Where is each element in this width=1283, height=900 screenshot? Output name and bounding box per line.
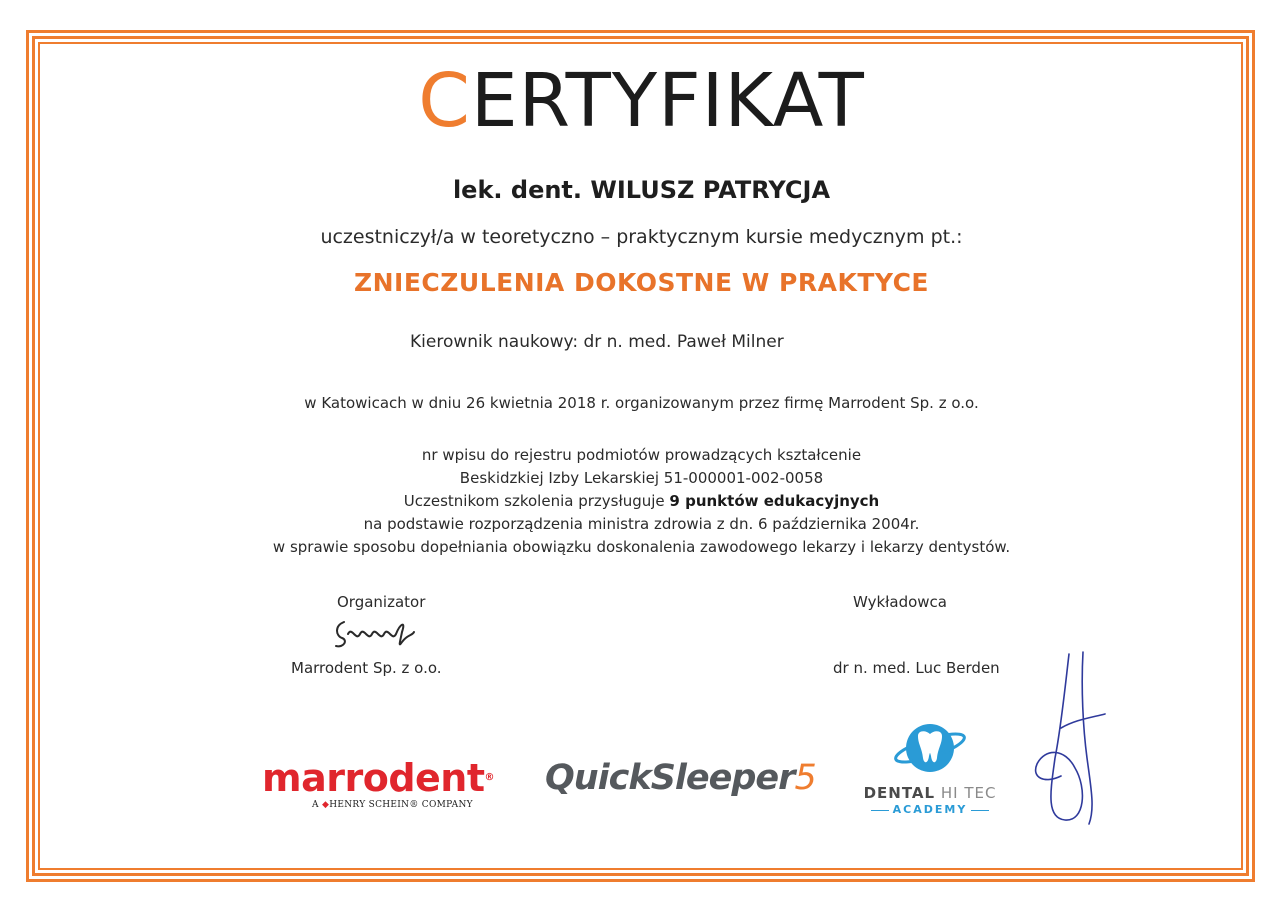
certificate-title [0,56,1283,146]
organizer-signature [330,612,426,654]
points-prefix: Uczestnikom szkolenia przysługuje [403,492,670,510]
quicksleeper-text: QuickSleeper [545,758,795,798]
lecturer-label: Wykładowca [853,593,947,611]
lecturer-name: dr n. med. Luc Berden [833,659,1000,677]
henry-schein-icon: ◆ [321,800,330,810]
registry-block [0,444,1283,559]
dental-word: DENTAL [863,784,936,802]
registry-line-1: nr wpisu do rejestru podmiotów prowadzących kształcenie [421,446,862,464]
registry-line-2: Beskidzkiej Izby Lekarskiej 51-000001-002-0058 [459,469,824,487]
dental-hitec-logo [850,718,1010,816]
tagline-prefix: A [312,800,322,810]
regulation-line-1: na podstawie rozporządzenia ministra zdrowia z dn. 6 października 2004r. [363,515,920,533]
quicksleeper-number: 5 [794,758,816,798]
regulation-line-2: w sprawie sposobu dopełniania obowiązku doskonalenia zawodowego lekarzy i lekarzy dentystów. [272,538,1011,556]
lecturer-signature [1025,648,1115,828]
tagline-suffix: ® COMPANY [409,800,473,810]
dental-hitec-title [850,784,1010,802]
academy-label [850,803,1010,816]
tooth-globe-icon [892,718,968,778]
place-date: w Katowicach w dniu 26 kwietnia 2018 r. organizowanym przez firmę Marrodent Sp. z o.o. [304,394,979,412]
hitec-word: HI TEC [940,784,997,802]
title-first-letter: C [418,58,471,144]
course-title: ZNIECZULENIA DOKOSTNE W PRAKTYCE [353,268,930,297]
organizer-name: Marrodent Sp. z o.o. [291,659,442,677]
recipient-name: lek. dent. WILUSZ PATRYCJA [452,176,831,204]
scientific-director: Kierownik naukowy: dr n. med. Paweł Milner [410,332,784,352]
marrodent-logo-text: marrodent [262,756,485,800]
title-rest: ERTYFIKAT [470,58,865,144]
participation-text: uczestniczył/a w teoretyczno – praktycznym kursie medycznym pt.: [320,226,963,248]
marrodent-logo [262,756,494,810]
tagline-brand: HENRY SCHEIN [329,800,410,810]
points-bold: 9 punktów edukacyjnych [669,492,880,510]
marrodent-registered-mark: ® [484,772,495,783]
quicksleeper-logo [545,758,816,798]
academy-text: ACADEMY [892,803,968,816]
marrodent-tagline [312,800,494,810]
points-line [0,490,1283,513]
organizer-label: Organizator [337,593,426,611]
